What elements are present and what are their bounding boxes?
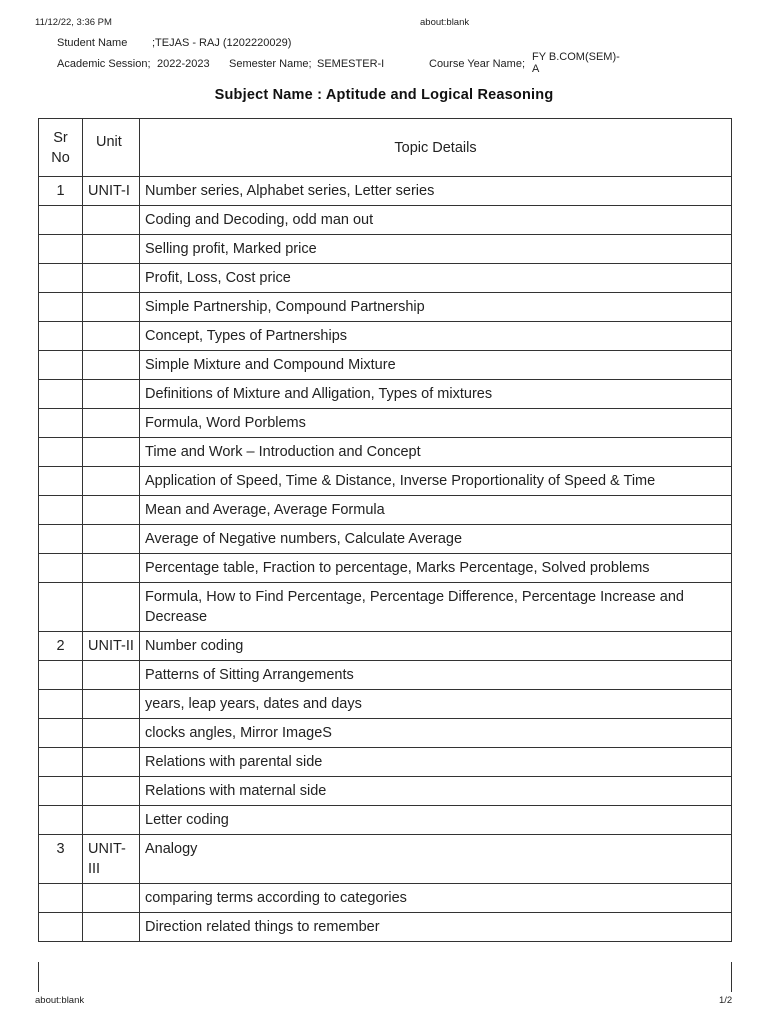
row-unit: [83, 583, 140, 632]
row-unit: [83, 438, 140, 467]
row-topic: clocks angles, Mirror ImageS: [140, 719, 732, 748]
row-sr-no: [39, 206, 83, 235]
row-sr-no: [39, 719, 83, 748]
row-sr-no: [39, 554, 83, 583]
header-sr-no: [39, 119, 83, 177]
row-sr-no: [39, 438, 83, 467]
row-sr-no: [39, 690, 83, 719]
row-topic: Application of Speed, Time & Distance, Inverse Proportionality of Speed & Time: [140, 467, 732, 496]
row-topic: Average of Negative numbers, Calculate Average: [140, 525, 732, 554]
table-row: [39, 583, 732, 632]
table-row: [39, 690, 732, 719]
subject-title: Subject Name : Aptitude and Logical Reasoning: [214, 87, 554, 103]
student-name-label: Student Name: [57, 37, 128, 49]
header-unit: Unit: [83, 119, 140, 177]
table-row: [39, 719, 732, 748]
header-sr-line2: No: [51, 149, 70, 166]
row-sr-no: [39, 293, 83, 322]
course-year-value-line2: A: [532, 63, 540, 75]
semester-value: SEMESTER-I: [317, 58, 385, 70]
table-row: [39, 438, 732, 467]
course-year-value-line1: FY B.COM(SEM)-: [532, 51, 620, 63]
row-unit: [83, 380, 140, 409]
course-year-value: [532, 51, 620, 75]
row-sr-no: [39, 661, 83, 690]
table-row: [39, 264, 732, 293]
row-topic: Coding and Decoding, odd man out: [140, 206, 732, 235]
row-topic: comparing terms according to categories: [140, 884, 732, 913]
row-sr-no: [39, 583, 83, 632]
row-topic: Percentage table, Fraction to percentage, Marks Percentage, Solved problems: [140, 554, 732, 583]
table-row: [39, 748, 732, 777]
row-unit: [83, 884, 140, 913]
row-topic: Simple Mixture and Compound Mixture: [140, 351, 732, 380]
row-unit: [83, 719, 140, 748]
row-sr-no: [39, 264, 83, 293]
print-footer-page-number: 1/2: [719, 995, 733, 1006]
row-sr-no: [39, 322, 83, 351]
row-sr-no: [39, 467, 83, 496]
row-topic: Time and Work – Introduction and Concept: [140, 438, 732, 467]
print-page-title: about:blank: [420, 17, 470, 28]
row-topic: Analogy: [140, 835, 732, 884]
row-topic: Patterns of Sitting Arrangements: [140, 661, 732, 690]
row-sr-no: 1: [39, 177, 83, 206]
row-sr-no: [39, 806, 83, 835]
row-topic: Mean and Average, Average Formula: [140, 496, 732, 525]
row-unit: [83, 293, 140, 322]
row-topic: Profit, Loss, Cost price: [140, 264, 732, 293]
row-unit: [83, 525, 140, 554]
row-unit: [83, 690, 140, 719]
row-topic: Relations with parental side: [140, 748, 732, 777]
row-sr-no: [39, 380, 83, 409]
row-sr-no: [39, 884, 83, 913]
table-row: [39, 835, 732, 884]
row-sr-no: [39, 496, 83, 525]
row-unit: [83, 409, 140, 438]
table-header-row: [39, 119, 732, 177]
print-footer-url: about:blank: [35, 995, 85, 1006]
student-name-value: ;TEJAS - RAJ (1202220029): [152, 37, 292, 49]
row-topic: Formula, Word Porblems: [140, 409, 732, 438]
row-unit: [83, 264, 140, 293]
row-topic: Number series, Alphabet series, Letter series: [140, 177, 732, 206]
header-topic-details: Topic Details: [140, 119, 732, 177]
table-continuation-right: [731, 962, 732, 992]
row-sr-no: [39, 525, 83, 554]
table-row: [39, 351, 732, 380]
table-row: [39, 467, 732, 496]
table-row: [39, 525, 732, 554]
row-unit: [83, 496, 140, 525]
row-sr-no: [39, 748, 83, 777]
row-unit: [83, 777, 140, 806]
course-year-label: Course Year Name;: [429, 58, 525, 70]
table-row: [39, 661, 732, 690]
row-unit: [83, 748, 140, 777]
row-unit: UNIT-III: [83, 835, 140, 884]
table-row: [39, 206, 732, 235]
semester-label: Semester Name;: [229, 58, 312, 70]
row-unit: [83, 351, 140, 380]
row-unit: [83, 913, 140, 942]
academic-session-value: 2022-2023: [157, 58, 210, 70]
row-unit: [83, 661, 140, 690]
syllabus-table: [38, 118, 732, 942]
row-unit: UNIT-II: [83, 632, 140, 661]
table-body: [39, 177, 732, 942]
row-topic: Concept, Types of Partnerships: [140, 322, 732, 351]
row-unit: [83, 806, 140, 835]
row-sr-no: [39, 409, 83, 438]
print-datetime: 11/12/22, 3:36 PM: [35, 17, 112, 28]
row-topic: Formula, How to Find Percentage, Percentage Difference, Percentage Increase and Decrease: [140, 583, 732, 632]
row-topic: years, leap years, dates and days: [140, 690, 732, 719]
row-sr-no: [39, 777, 83, 806]
row-unit: [83, 235, 140, 264]
row-unit: [83, 554, 140, 583]
row-topic: Letter coding: [140, 806, 732, 835]
table-row: [39, 322, 732, 351]
table-row: [39, 632, 732, 661]
row-topic: Relations with maternal side: [140, 777, 732, 806]
table-row: [39, 777, 732, 806]
row-sr-no: [39, 351, 83, 380]
table-row: [39, 496, 732, 525]
table-continuation-left: [38, 962, 39, 992]
row-unit: [83, 467, 140, 496]
row-topic: Number coding: [140, 632, 732, 661]
table-row: [39, 554, 732, 583]
row-unit: [83, 322, 140, 351]
table-row: [39, 884, 732, 913]
table-row: [39, 380, 732, 409]
table-row: [39, 177, 732, 206]
academic-session-label: Academic Session;: [57, 58, 151, 70]
row-sr-no: [39, 235, 83, 264]
table-row: [39, 235, 732, 264]
row-topic: Selling profit, Marked price: [140, 235, 732, 264]
table-row: [39, 806, 732, 835]
row-unit: [83, 206, 140, 235]
table-row: [39, 409, 732, 438]
row-unit: UNIT-I: [83, 177, 140, 206]
row-sr-no: 3: [39, 835, 83, 884]
row-topic: Definitions of Mixture and Alligation, Types of mixtures: [140, 380, 732, 409]
row-topic: Simple Partnership, Compound Partnership: [140, 293, 732, 322]
table-row: [39, 913, 732, 942]
row-topic: Direction related things to remember: [140, 913, 732, 942]
table-row: [39, 293, 732, 322]
row-sr-no: [39, 913, 83, 942]
header-sr-line1: Sr: [53, 129, 68, 146]
row-sr-no: 2: [39, 632, 83, 661]
